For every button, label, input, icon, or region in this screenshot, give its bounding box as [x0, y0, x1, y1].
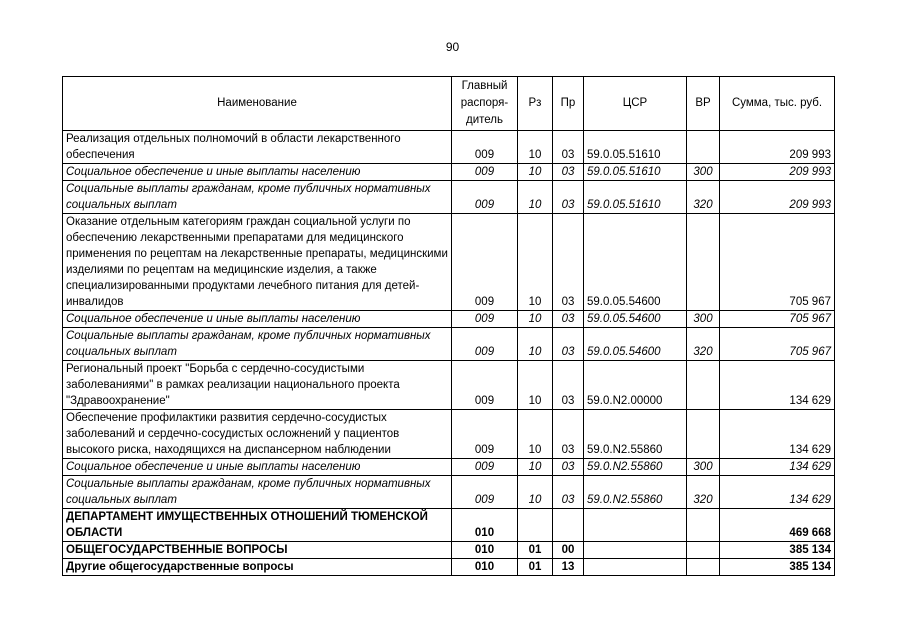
pr-cell: 03 [553, 476, 584, 509]
csr-cell: 59.0.05.54600 [584, 328, 687, 361]
header-rz: Рз [518, 77, 553, 131]
manager-cell: 010 [452, 542, 518, 559]
sum-cell: 134 629 [720, 476, 835, 509]
name-cell: Социальное обеспечение и иные выплаты населению [63, 164, 452, 181]
header-manager: Главный распоря-дитель [452, 77, 518, 131]
vr-cell: 300 [687, 459, 720, 476]
sum-cell: 134 629 [720, 361, 835, 410]
csr-cell [584, 542, 687, 559]
csr-cell: 59.0.N2.55860 [584, 410, 687, 459]
csr-cell: 59.0.05.51610 [584, 131, 687, 164]
header-vr: ВР [687, 77, 720, 131]
csr-cell: 59.0.05.51610 [584, 181, 687, 214]
rz-cell: 10 [518, 311, 553, 328]
vr-cell: 320 [687, 181, 720, 214]
sum-cell: 209 993 [720, 181, 835, 214]
vr-cell: 300 [687, 311, 720, 328]
sum-cell: 705 967 [720, 311, 835, 328]
pr-cell: 13 [553, 559, 584, 576]
name-cell: Социальное обеспечение и иные выплаты населению [63, 311, 452, 328]
table-row [63, 476, 835, 509]
csr-cell: 59.0.05.54600 [584, 214, 687, 311]
name-cell: ОБЩЕГОСУДАРСТВЕННЫЕ ВОПРОСЫ [63, 542, 452, 559]
header-sum: Сумма, тыс. руб. [720, 77, 835, 131]
vr-cell: 320 [687, 476, 720, 509]
manager-cell: 009 [452, 164, 518, 181]
sum-cell: 469 668 [720, 509, 835, 542]
table-row [63, 164, 835, 181]
vr-cell [687, 361, 720, 410]
sum-cell: 385 134 [720, 542, 835, 559]
name-cell: ДЕПАРТАМЕНТ ИМУЩЕСТВЕННЫХ ОТНОШЕНИЙ ТЮМЕНСКОЙ ОБЛАСТИ [63, 509, 452, 542]
rz-cell: 10 [518, 181, 553, 214]
vr-cell: 320 [687, 328, 720, 361]
pr-cell: 03 [553, 214, 584, 311]
manager-cell: 009 [452, 214, 518, 311]
name-cell: Реализация отдельных полномочий в области лекарственного обеспечения [63, 131, 452, 164]
pr-cell: 03 [553, 410, 584, 459]
pr-cell: 03 [553, 361, 584, 410]
table-row [63, 361, 835, 410]
manager-cell: 009 [452, 131, 518, 164]
table-row [63, 459, 835, 476]
rz-cell: 10 [518, 361, 553, 410]
table-row [63, 559, 835, 576]
header-csr: ЦСР [584, 77, 687, 131]
pr-cell: 03 [553, 328, 584, 361]
name-cell: Социальные выплаты гражданам, кроме публичных нормативных социальных выплат [63, 476, 452, 509]
manager-cell: 010 [452, 559, 518, 576]
pr-cell: 00 [553, 542, 584, 559]
manager-cell: 009 [452, 459, 518, 476]
rz-cell: 10 [518, 214, 553, 311]
sum-cell: 385 134 [720, 559, 835, 576]
pr-cell: 03 [553, 181, 584, 214]
vr-cell [687, 214, 720, 311]
name-cell: Социальные выплаты гражданам, кроме публичных нормативных социальных выплат [63, 328, 452, 361]
manager-cell: 009 [452, 328, 518, 361]
manager-cell: 009 [452, 181, 518, 214]
pr-cell: 03 [553, 131, 584, 164]
name-cell: Другие общегосударственные вопросы [63, 559, 452, 576]
vr-cell [687, 542, 720, 559]
sum-cell: 134 629 [720, 410, 835, 459]
csr-cell [584, 509, 687, 542]
header-name: Наименование [63, 77, 452, 131]
csr-cell: 59.0.N2.55860 [584, 459, 687, 476]
sum-cell: 705 967 [720, 214, 835, 311]
manager-cell: 009 [452, 410, 518, 459]
manager-cell: 010 [452, 509, 518, 542]
csr-cell: 59.0.N2.55860 [584, 476, 687, 509]
sum-cell: 705 967 [720, 328, 835, 361]
rz-cell: 10 [518, 328, 553, 361]
csr-cell [584, 559, 687, 576]
manager-cell: 009 [452, 476, 518, 509]
pr-cell: 03 [553, 459, 584, 476]
table-row [63, 542, 835, 559]
rz-cell: 10 [518, 410, 553, 459]
table-row [63, 311, 835, 328]
rz-cell: 10 [518, 459, 553, 476]
rz-cell: 01 [518, 542, 553, 559]
table-row [63, 214, 835, 311]
name-cell: Социальное обеспечение и иные выплаты населению [63, 459, 452, 476]
pr-cell [553, 509, 584, 542]
pr-cell: 03 [553, 311, 584, 328]
pr-cell: 03 [553, 164, 584, 181]
rz-cell: 10 [518, 131, 553, 164]
vr-cell [687, 410, 720, 459]
name-cell: Региональный проект "Борьба с сердечно-сосудистыми заболеваниями" в рамках реализации национального проекта "Здравоохранение" [63, 361, 452, 410]
csr-cell: 59.0.05.51610 [584, 164, 687, 181]
vr-cell [687, 559, 720, 576]
sum-cell: 209 993 [720, 164, 835, 181]
vr-cell [687, 131, 720, 164]
page-number: 90 [445, 40, 460, 54]
table-row [63, 131, 835, 164]
sum-cell: 134 629 [720, 459, 835, 476]
rz-cell: 10 [518, 164, 553, 181]
rz-cell: 10 [518, 476, 553, 509]
budget-table [62, 76, 835, 576]
vr-cell [687, 509, 720, 542]
table-row [63, 181, 835, 214]
table-header-row [63, 77, 835, 131]
table-row [63, 410, 835, 459]
manager-cell: 009 [452, 361, 518, 410]
rz-cell [518, 509, 553, 542]
name-cell: Социальные выплаты гражданам, кроме публичных нормативных социальных выплат [63, 181, 452, 214]
name-cell: Обеспечение профилактики развития сердечно-сосудистых заболеваний и сердечно-сосудистых осложнений у пациентов высокого риска, находящихся на диспансерном наблюдении [63, 410, 452, 459]
table-row [63, 328, 835, 361]
table-row [63, 509, 835, 542]
csr-cell: 59.0.N2.00000 [584, 361, 687, 410]
manager-cell: 009 [452, 311, 518, 328]
name-cell: Оказание отдельным категориям граждан социальной услуги по обеспечению лекарственными препаратами для медицинского применения по рецептам на лекарственные препараты, медицинскими изделиями по рецептам на медицинские изделия, а также специализированными продуктами лечебного питания для детей-инвалидов [63, 214, 452, 311]
vr-cell: 300 [687, 164, 720, 181]
header-pr: Пр [553, 77, 584, 131]
csr-cell: 59.0.05.54600 [584, 311, 687, 328]
sum-cell: 209 993 [720, 131, 835, 164]
rz-cell: 01 [518, 559, 553, 576]
